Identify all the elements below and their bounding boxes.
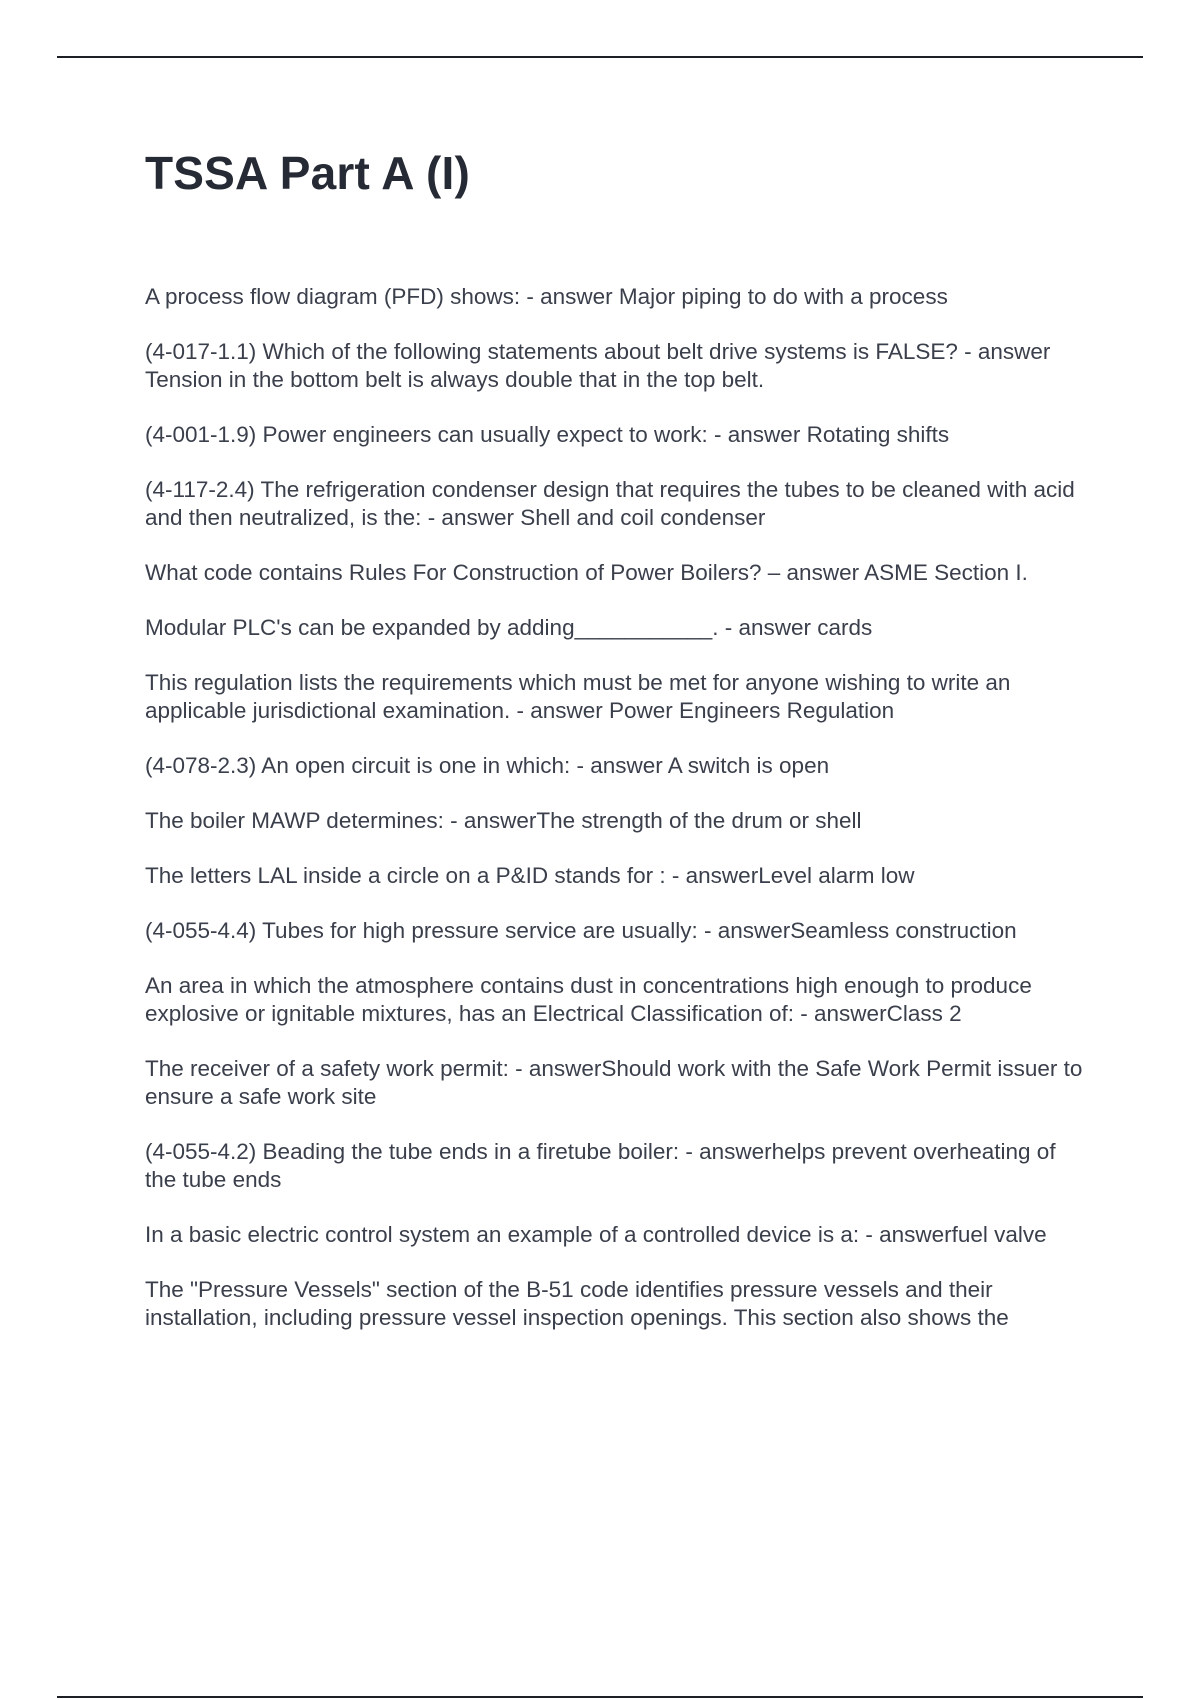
qa-item: (4-055-4.4) Tubes for high pressure service are usually: - answerSeamless construction bbox=[145, 918, 1017, 943]
qa-item: A process flow diagram (PFD) shows: - answer Major piping to do with a process bbox=[145, 284, 948, 309]
qa-item: The letters LAL inside a circle on a P&ID stands for : - answerLevel alarm low bbox=[145, 863, 915, 888]
qa-item: (4-078-2.3) An open circuit is one in which: - answer A switch is open bbox=[145, 753, 830, 778]
qa-item: What code contains Rules For Construction of Power Boilers? – answer ASME Section I. bbox=[145, 560, 1028, 585]
qa-item: In a basic electric control system an example of a controlled device is a: - answerfuel valve bbox=[145, 1222, 1047, 1247]
qa-item: Modular PLC's can be expanded by adding___________. - answer cards bbox=[145, 615, 873, 640]
top-divider bbox=[57, 56, 1143, 58]
page-title: TSSA Part A (I) bbox=[145, 147, 471, 199]
qa-item: The boiler MAWP determines: - answerThe strength of the drum or shell bbox=[145, 808, 862, 833]
qa-item: This regulation lists the requirements which must be met for anyone wishing to write an applicable jurisdictional examination. - answer Power Engineers Regulation bbox=[145, 670, 1011, 723]
qa-item: The receiver of a safety work permit: - answerShould work with the Safe Work Permit issuer to ensure a safe work site bbox=[145, 1056, 1083, 1109]
qa-item: (4-001-1.9) Power engineers can usually expect to work: - answer Rotating shifts bbox=[145, 422, 950, 447]
bottom-divider bbox=[57, 1696, 1143, 1698]
qa-item: An area in which the atmosphere contains dust in concentrations high enough to produce explosive or ignitable mixtures, has an Electrical Classification of: - answerClass 2 bbox=[145, 973, 1032, 1026]
qa-item: (4-017-1.1) Which of the following statements about belt drive systems is FALSE? - answer Tension in the bottom belt is always double that in the top belt. bbox=[145, 339, 1051, 392]
qa-item: (4-055-4.2) Beading the tube ends in a firetube boiler: - answerhelps prevent overheating of the tube ends bbox=[145, 1139, 1056, 1192]
qa-item: The "Pressure Vessels" section of the B-51 code identifies pressure vessels and their installation, including pressure vessel inspection openings. This section also shows the bbox=[145, 1277, 1009, 1330]
question-answer-list bbox=[145, 283, 1090, 1359]
qa-item: (4-117-2.4) The refrigeration condenser design that requires the tubes to be cleaned with acid and then neutralized, is the: - answer Shell and coil condenser bbox=[145, 477, 1075, 530]
